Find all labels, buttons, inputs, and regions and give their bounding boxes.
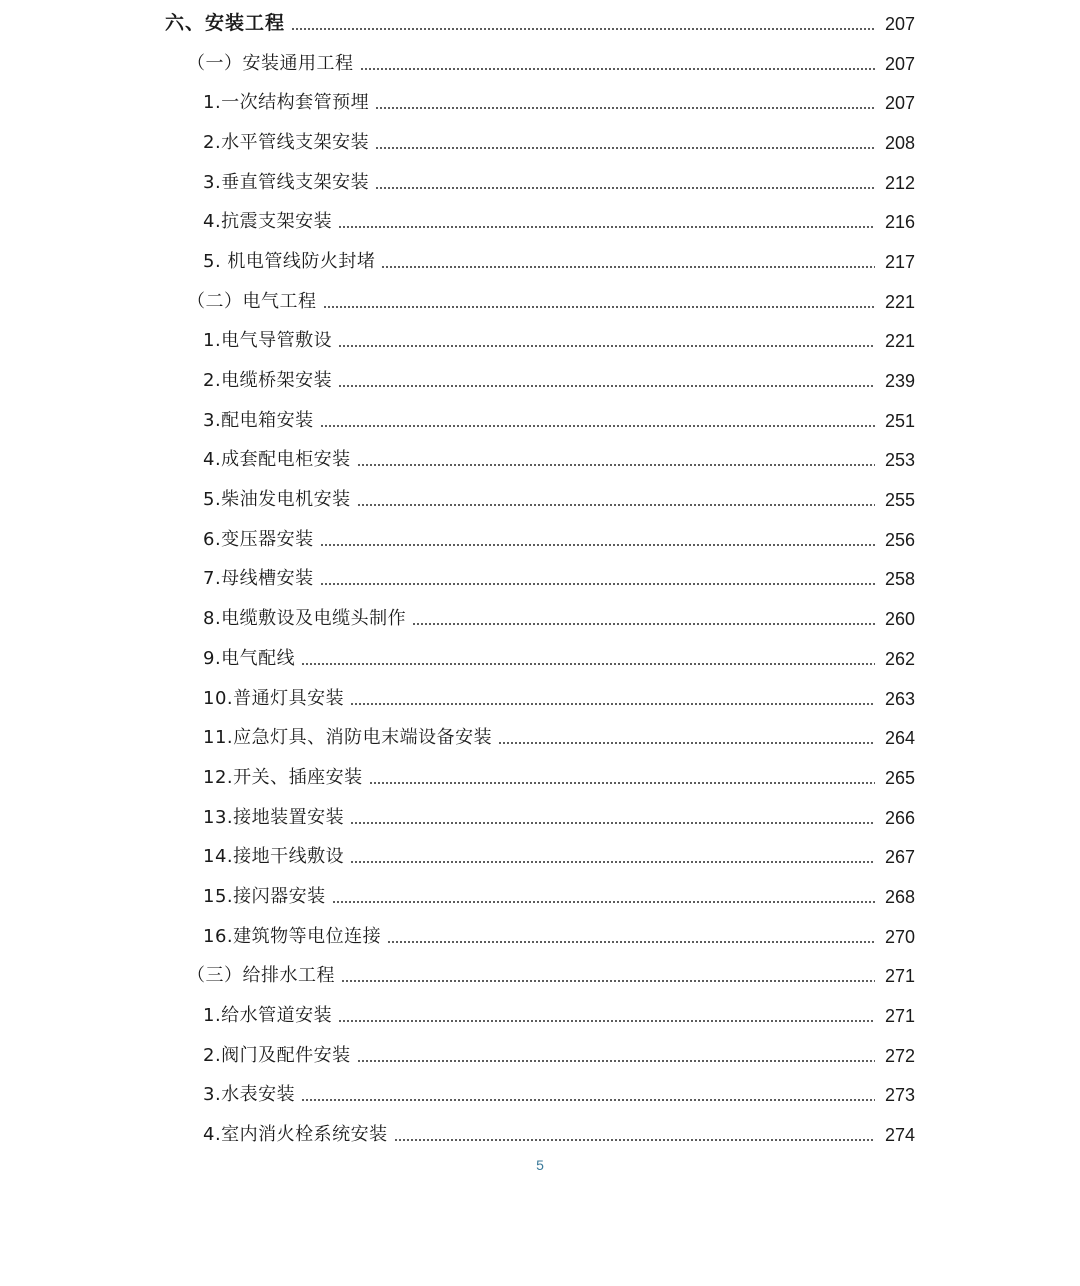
toc-entry[interactable]: [0, 1076, 1080, 1116]
toc-entry-title: 1.给水管道安装: [203, 1005, 333, 1027]
toc-entry-title: 7.母线槽安装: [203, 568, 314, 590]
toc-entry[interactable]: [0, 520, 1080, 560]
dot-leader: [369, 782, 875, 784]
dot-leader: [338, 345, 875, 347]
dot-leader: [381, 266, 875, 268]
toc-entry-page-number: 267: [884, 847, 915, 868]
toc-entry-title: 6.变压器安装: [203, 528, 314, 550]
toc-entry[interactable]: [0, 758, 1080, 798]
toc-entry-page-number: 264: [884, 728, 915, 749]
toc-entry[interactable]: [0, 996, 1080, 1036]
toc-entry-page-number: 212: [884, 172, 915, 193]
toc-entry-title: 8.电缆敷设及电缆头制作: [203, 608, 407, 630]
toc-entry-title: 2.电缆桥架安装: [203, 370, 333, 392]
toc-entry-title: 13.接地装置安装: [203, 806, 345, 828]
dot-leader: [394, 1139, 875, 1141]
dot-leader: [320, 544, 875, 546]
toc-entry-title: 3.水表安装: [203, 1084, 296, 1106]
toc-entry-page-number: 217: [884, 251, 915, 272]
toc-entry-page-number: 266: [884, 807, 915, 828]
toc-entry[interactable]: [0, 1115, 1080, 1155]
dot-leader: [350, 703, 875, 705]
dot-leader: [320, 583, 875, 585]
toc-entry-page-number: 251: [884, 410, 915, 431]
toc-entry-page-number: 265: [884, 767, 915, 788]
dot-leader: [338, 1020, 875, 1022]
toc-entry[interactable]: [0, 560, 1080, 600]
dot-leader: [338, 385, 875, 387]
dot-leader: [357, 464, 875, 466]
toc-entry-page-number: 270: [884, 926, 915, 947]
toc-entry-title: （二）电气工程: [187, 290, 317, 312]
toc-entry-title: 3.配电箱安装: [203, 409, 314, 431]
toc-entry[interactable]: [0, 639, 1080, 679]
dot-leader: [341, 980, 875, 982]
toc-entry-title: （三）给排水工程: [187, 965, 335, 987]
toc-entry[interactable]: [0, 4, 1080, 44]
toc-entry-page-number: 255: [884, 490, 915, 511]
dot-leader: [357, 1060, 875, 1062]
toc-entry-title: 12.开关、插座安装: [203, 766, 363, 788]
toc-entry[interactable]: [0, 877, 1080, 917]
toc-entry[interactable]: [0, 837, 1080, 877]
toc-entry[interactable]: [0, 83, 1080, 123]
toc-entry-title: 5. 机电管线防火封堵: [203, 250, 376, 272]
dot-leader: [338, 226, 875, 228]
toc-entry[interactable]: [0, 123, 1080, 163]
toc-entry-page-number: 239: [884, 371, 915, 392]
dot-leader: [350, 861, 875, 863]
toc-entry-page-number: 273: [884, 1085, 915, 1106]
toc-entry-title: 4.成套配电柜安装: [203, 449, 351, 471]
toc-entry-title: 4.室内消火栓系统安装: [203, 1124, 388, 1146]
toc-entry[interactable]: [0, 322, 1080, 362]
toc-entry[interactable]: [0, 718, 1080, 758]
toc-entry[interactable]: [0, 480, 1080, 520]
toc-entry-page-number: 253: [884, 450, 915, 471]
toc-entry-page-number: 216: [884, 212, 915, 233]
toc-entry-title: 14.接地干线敷设: [203, 846, 345, 868]
toc-entry-page-number: 258: [884, 569, 915, 590]
toc-entry[interactable]: [0, 957, 1080, 997]
dot-leader: [498, 742, 875, 744]
dot-leader: [412, 623, 875, 625]
toc-entry-title: 16.建筑物等电位连接: [203, 925, 382, 947]
toc-entry-title: 11.应急灯具、消防电末端设备安装: [203, 727, 493, 749]
toc-entry-title: 1.一次结构套管预埋: [203, 92, 370, 114]
toc-entry-page-number: 207: [884, 93, 915, 114]
dot-leader: [375, 147, 875, 149]
toc-entry-page-number: 208: [884, 132, 915, 153]
toc-entry-title: 9.电气配线: [203, 647, 296, 669]
toc-entry-page-number: 262: [884, 648, 915, 669]
toc-entry-page-number: 274: [884, 1125, 915, 1146]
toc-entry-title: 1.电气导管敷设: [203, 330, 333, 352]
toc-entry-page-number: 260: [884, 609, 915, 630]
toc-entry-page-number: 263: [884, 688, 915, 709]
toc-entry[interactable]: [0, 361, 1080, 401]
toc-entry[interactable]: [0, 282, 1080, 322]
table-of-contents: [0, 4, 1080, 1155]
toc-entry-title: 3.垂直管线支架安装: [203, 171, 370, 193]
dot-leader: [387, 941, 875, 943]
toc-entry-page-number: 271: [884, 966, 915, 987]
toc-entry[interactable]: [0, 599, 1080, 639]
toc-entry-page-number: 271: [884, 1006, 915, 1027]
toc-entry-title: 2.水平管线支架安装: [203, 131, 370, 153]
page-number: 5: [536, 1157, 544, 1173]
toc-entry-title: 4.抗震支架安装: [203, 211, 333, 233]
dot-leader: [350, 822, 875, 824]
toc-entry[interactable]: [0, 1036, 1080, 1076]
toc-entry-title: （一）安装通用工程: [187, 52, 354, 74]
toc-entry[interactable]: [0, 441, 1080, 481]
toc-entry-title: 六、安装工程: [165, 12, 286, 35]
dot-leader: [357, 504, 875, 506]
dot-leader: [301, 663, 875, 665]
toc-entry[interactable]: [0, 401, 1080, 441]
dot-leader: [332, 901, 875, 903]
toc-entry-page-number: 207: [884, 13, 915, 34]
dot-leader: [360, 68, 876, 70]
toc-entry[interactable]: [0, 679, 1080, 719]
dot-leader: [291, 28, 875, 30]
toc-entry-title: 15.接闪器安装: [203, 885, 326, 907]
dot-leader: [323, 306, 876, 308]
toc-entry-title: 10.普通灯具安装: [203, 687, 345, 709]
toc-entry-title: 5.柴油发电机安装: [203, 489, 351, 511]
toc-entry[interactable]: [0, 202, 1080, 242]
toc-entry-page-number: 221: [884, 331, 915, 352]
toc-entry[interactable]: [0, 163, 1080, 203]
toc-entry-page-number: 272: [884, 1045, 915, 1066]
toc-entry-page-number: 256: [884, 529, 915, 550]
toc-entry[interactable]: [0, 44, 1080, 84]
toc-entry-title: 2.阀门及配件安装: [203, 1044, 351, 1066]
toc-entry[interactable]: [0, 798, 1080, 838]
dot-leader: [375, 187, 875, 189]
toc-entry[interactable]: [0, 242, 1080, 282]
toc-entry-page-number: 207: [884, 53, 915, 74]
dot-leader: [320, 425, 875, 427]
toc-entry-page-number: 221: [884, 291, 915, 312]
toc-entry[interactable]: [0, 917, 1080, 957]
dot-leader: [375, 107, 875, 109]
toc-entry-page-number: 268: [884, 886, 915, 907]
dot-leader: [301, 1099, 875, 1101]
